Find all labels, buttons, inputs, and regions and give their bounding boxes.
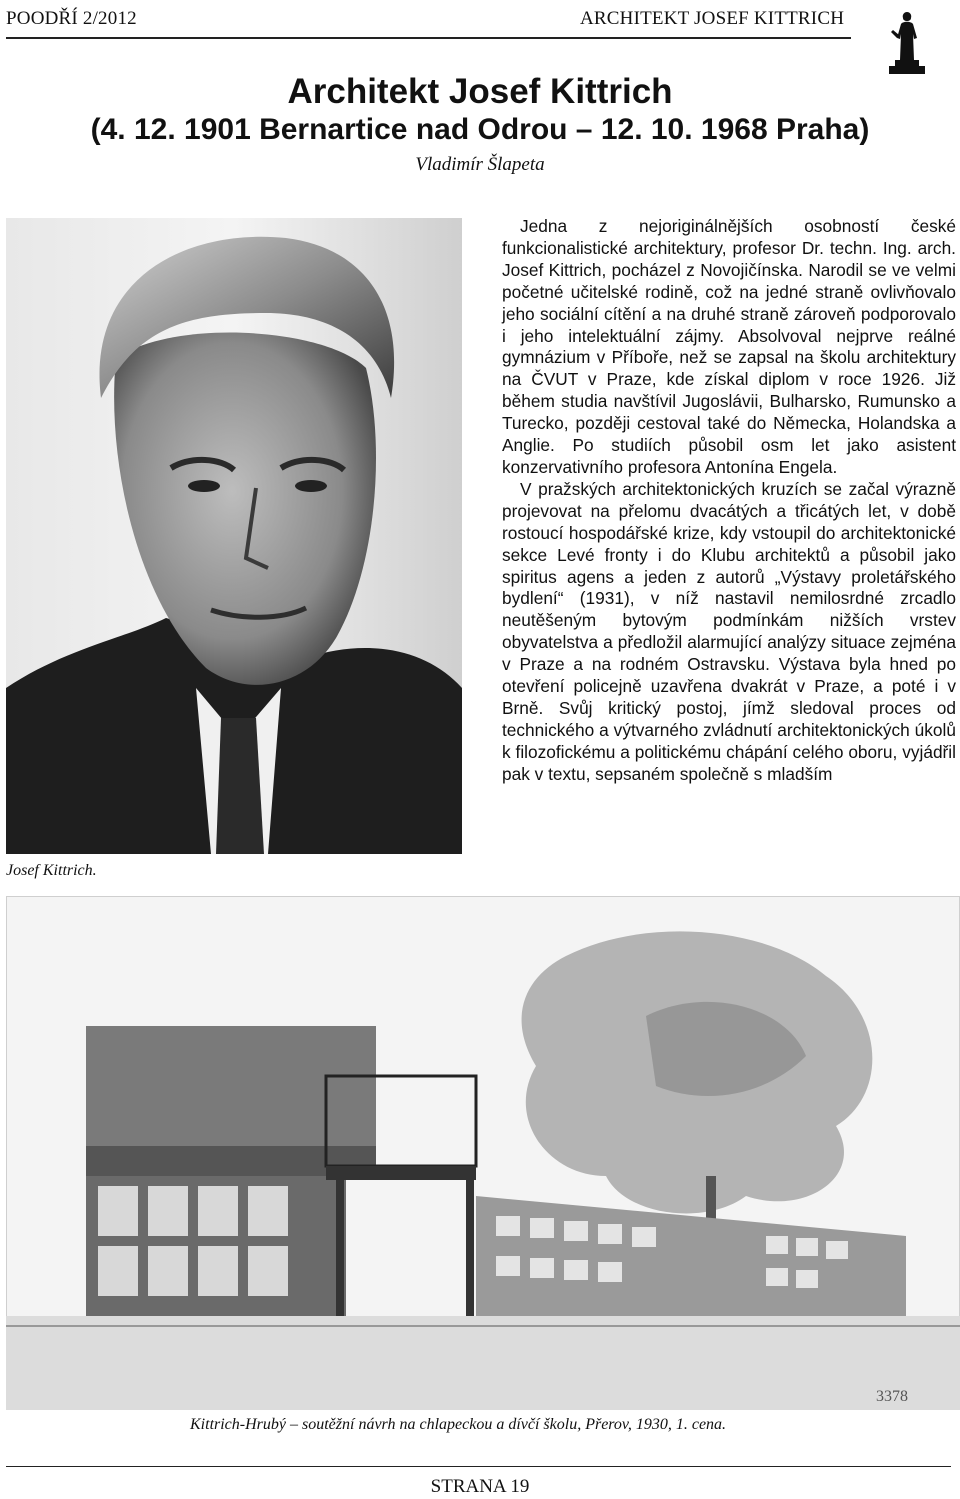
article-paragraph: Jedna z nejoriginálnějších osobností české funkcionalistické architektury, profesor Dr. techn. Ing. arch. Josef Kittrich, pocházel z Novojičínska. Narodil se ve velmi početné učitelské rodině, což na jedné straně ovlivňovalo jeho sociální cítění a na druhé straně zároveň podporovalo i jeho intelektuální zájmy. Absolvoval nejprve reálné gymnázium v Příboře, než se zapsal na školu architektury na ČVUT v Praze, kde získal diplom v roce 1926. Již během studia navštívil Jugoslávii, Bulharsko, Rumunsko a Turecko, později cestoval také do Německa, Holandska a Anglie. Po studiích působil osm let jako asistent konzervativního profesora Antonína Engela.	[502, 216, 956, 477]
article-title: Architekt Josef Kittrich	[287, 72, 673, 111]
portrait-caption: Josef Kittrich.	[6, 862, 97, 879]
portrait-photo	[6, 218, 462, 854]
article-subtitle: (4. 12. 1901 Bernartice nad Odrou – 12. 10. 1968 Praha)	[90, 113, 870, 146]
article-author: Vladimír Šlapeta	[415, 154, 545, 175]
article-body	[502, 216, 956, 786]
header-section: ARCHITEKT JOSEF KITTRICH	[580, 8, 845, 29]
drawing-caption: Kittrich-Hrubý – soutěžní návrh na chlapeckou a dívčí školu, Přerov, 1930, 1. cena.	[190, 1416, 727, 1433]
header-issue: POODŘÍ 2/2012	[6, 8, 137, 29]
drawing-inscription: 3378	[876, 1388, 908, 1405]
page-number: STRANA 19	[430, 1476, 530, 1497]
header-rule	[6, 37, 851, 39]
statue-figure-icon	[885, 8, 929, 74]
architectural-drawing	[6, 896, 960, 1410]
footer-rule	[6, 1466, 951, 1467]
article-paragraph: V pražských architektonických kruzích se začal výrazně projevovat na přelomu dvacátých a třicátých let, v době rostoucí hospodářské krize, kdy vstoupil do architektonické sekce Levé fronty i do Klubu architektů a působil jako spiritus agens a jeden z autorů „Výstavy proletářského bydlení“ (1931), v níž nastavil nemilosrdné zrcadlo neutěšeným bytovým podmínkám nižších vrstev obyvatelstva a předložil alarmující analýzy situace zejména v Praze a na rodném Ostravsku. Výstava byla hned po otevření policejně uzavřena dvakrát v Praze, a poté i v Brně. Svůj kritický postoj, jímž sledoval proces od technického a výtvarného zvládnutí architektonických úkolů k filozofickému a politickému chápání celého oboru, vyjádřil pak v textu, sepsaném společně s mladším	[502, 478, 956, 784]
